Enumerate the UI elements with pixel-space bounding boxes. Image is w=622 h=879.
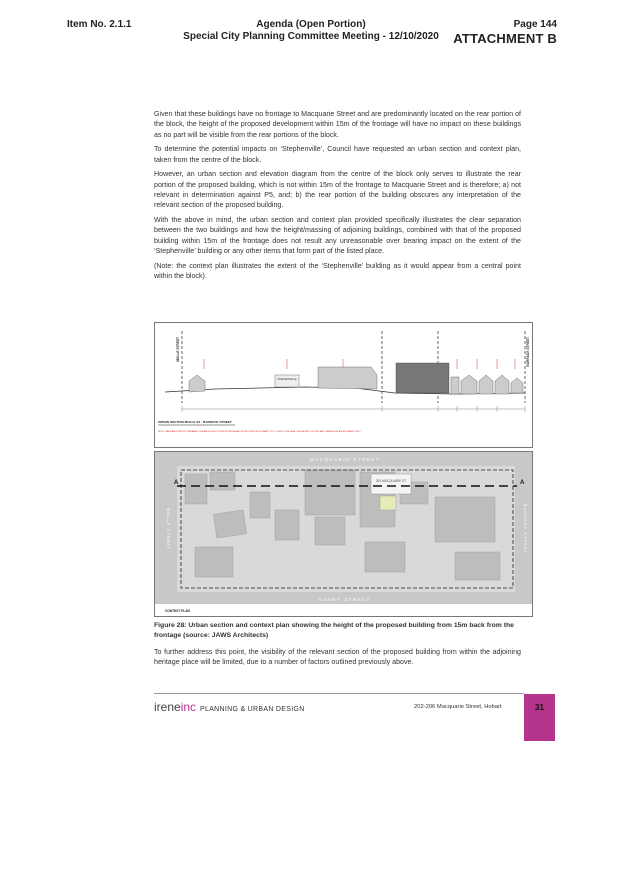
logo-irene: irene — [154, 700, 181, 714]
davey-street-label: DAVEY STREET — [319, 597, 371, 602]
context-plan-title: CONTEXT PLAN — [165, 609, 190, 613]
paragraph-1: Given that these buildings have no frontage to Macquarie Street and are predominantly located on the rear portion of the block, the height of the proposed development within 15m of the frontage will have no impact on these buildings as no part will be visible from the rear portions of the block. — [154, 110, 521, 139]
footer-address: 202-206 Macquarie Street, Hobart — [414, 704, 502, 710]
urban-section-svg — [155, 323, 532, 447]
urban-section-diagram — [154, 322, 533, 448]
section-title: URBAN SECTION MOLLE ST - BARRACK STREET — [158, 420, 232, 424]
body-text — [154, 109, 521, 286]
figure-caption: Figure 28: Urban section and context plan showing the height of the proposed building from 15m back from the frontage (source: JAWS Architects) — [154, 622, 514, 639]
context-plan-svg — [155, 452, 532, 616]
molle-street-plan-label: MOLLE STREET — [166, 507, 171, 551]
page-header — [0, 0, 622, 50]
company-logo — [154, 700, 305, 714]
paragraph-4: With the above in mind, the urban section and context plan provided specifically illustrates the clear separation between the two buildings and how the height/massing of adjoining buildings, combined with that of the proposed building within 15m of the frontage does not result any unreasonable over bearing impact on the extent of the ‘Stephenville’ building or any other items that form part of the listed place. — [154, 216, 521, 256]
barrack-street-plan-label: BARRACK STREET — [523, 503, 528, 555]
figure-28 — [154, 322, 533, 616]
section-note: NOTE: JAWS ARCHITECTS PREPARED THE ABOVE SECTION WITH INFORMATION PROVIDED BY HOBART CITY COUNCIL GIS DATA. THE HEIGHTS NOTED ARE THEREFORE APPROXIMATE ONLY. — [158, 431, 362, 433]
context-plan-diagram — [154, 451, 533, 617]
agenda-line-1: Agenda (Open Portion) — [256, 19, 366, 30]
stephenville-label: STEPHENVILLE — [277, 378, 297, 381]
attachment-label: ATTACHMENT B — [453, 31, 557, 46]
paragraph-2: To determine the potential impacts on ‘Stephenville’, Council have requested an urban section and context plan, taken from the centre of the block. — [154, 145, 521, 164]
barrack-street-label: BARRACK STREET — [526, 337, 530, 367]
site-label: 200 MACQUARIE ST — [375, 479, 407, 483]
item-number: Item No. 2.1.1 — [67, 19, 132, 30]
page-tab — [524, 694, 555, 741]
macquarie-street-label: MACQUARIE STREET — [309, 457, 381, 462]
page-number: Page 144 — [513, 19, 557, 30]
logo-subtitle: PLANNING & URBAN DESIGN — [200, 706, 305, 713]
logo-inc: inc — [180, 700, 197, 714]
footer-page-number: 31 — [535, 703, 544, 712]
molle-street-label: MOLLE STREET — [176, 337, 180, 362]
section-marker-left: A — [174, 480, 179, 486]
footer-divider — [154, 693, 524, 694]
paragraph-3: However, an urban section and elevation diagram from the centre of the block only serves to illustrate the rear portion of the proposed building, which is not within 15m of the frontage to Macquarie Street and is therefore; a) not relevant in determination against P5, and; b) the rear portion of the building obscures any interpretation of the relevant section of the proposed building. — [154, 170, 521, 210]
paragraph-5: (Note: the context plan illustrates the extent of the ‘Stephenville’ building as it would appear from a central point within the block). — [154, 261, 521, 281]
section-marker-right: A — [520, 480, 525, 486]
agenda-line-2: Special City Planning Committee Meeting - 12/10/2020 — [183, 31, 439, 42]
paragraph-after-figure: To further address this point, the visibility of the relevant section of the proposed building from within the adjoining heritage place will be limited, due to a number of factors outlined previously above. — [154, 648, 521, 667]
